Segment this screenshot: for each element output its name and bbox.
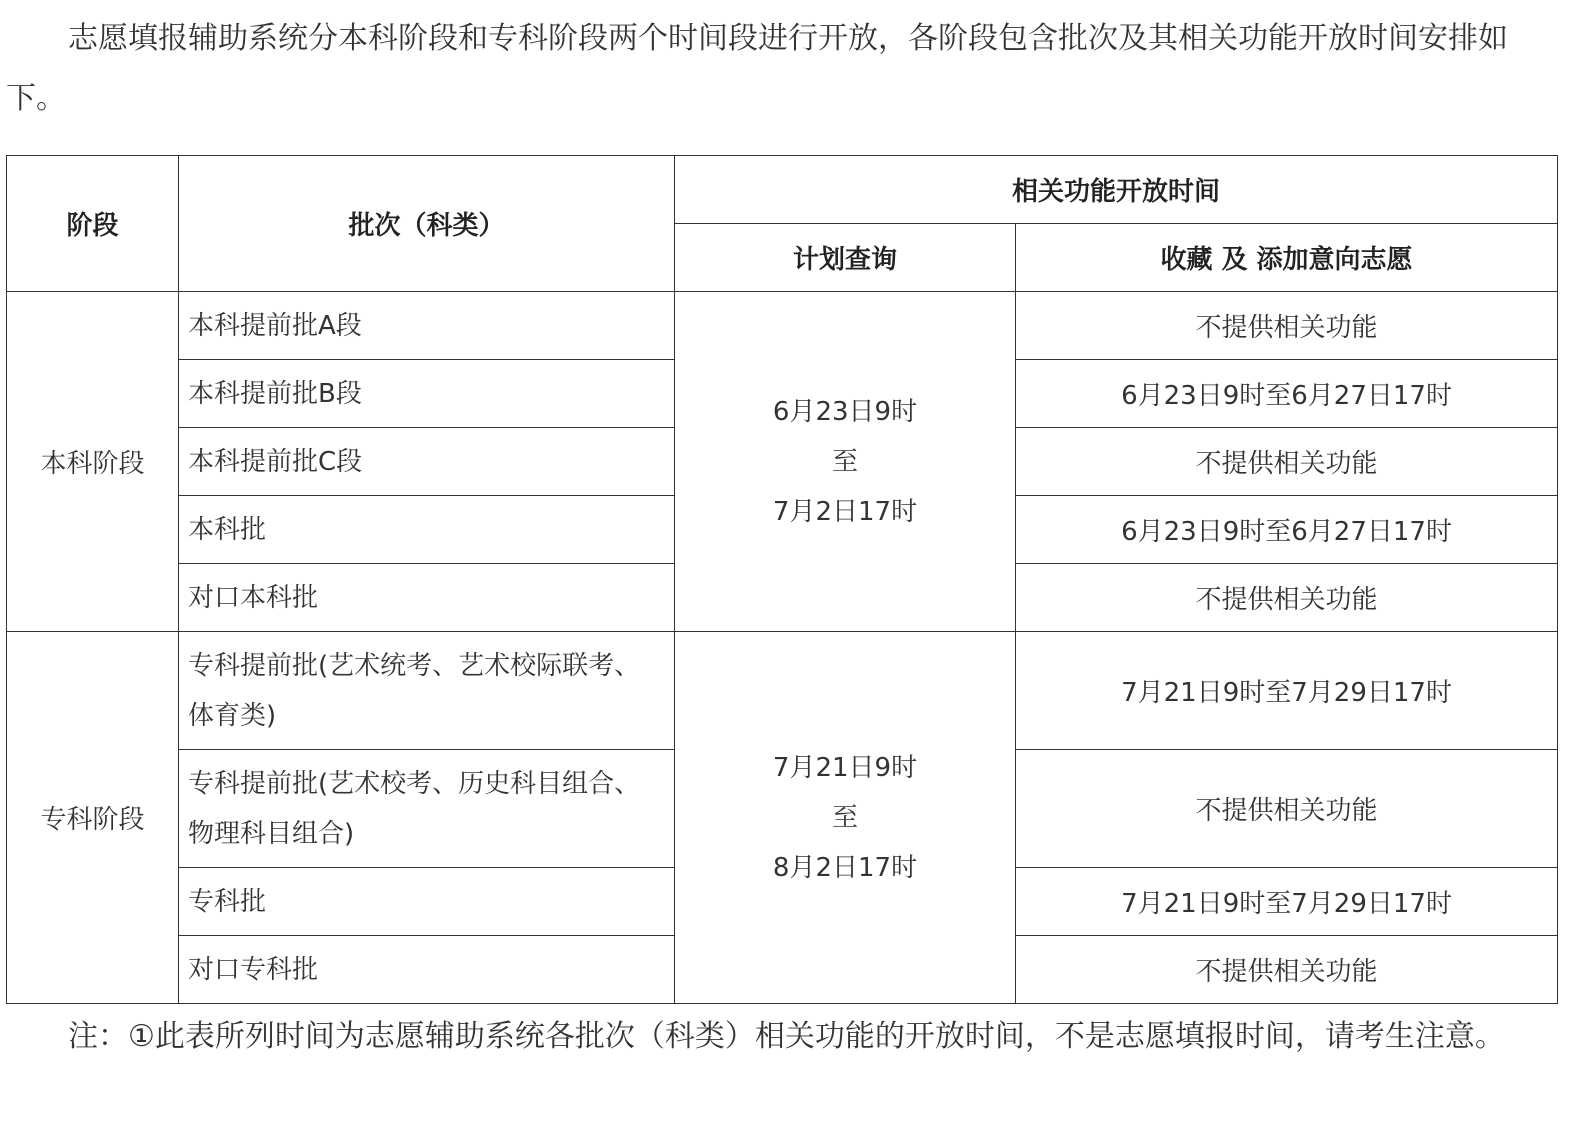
favorites-cell: 6月23日9时至6月27日17时: [1016, 360, 1558, 428]
batch-cell: 本科提前批B段: [179, 360, 675, 428]
plan-query-sep: 至: [831, 446, 858, 477]
batch-cell: 专科批: [179, 868, 675, 936]
batch-cell: 对口本科批: [179, 564, 675, 632]
header-stage: 阶段: [7, 156, 179, 292]
favorites-cell: 6月23日9时至6月27日17时: [1016, 496, 1558, 564]
batch-cell: 专科提前批(艺术统考、艺术校际联考、体育类): [179, 632, 675, 750]
intro-paragraph: 志愿填报辅助系统分本科阶段和专科阶段两个时间段进行开放，各阶段包含批次及其相关功能开放时间安排如下。: [6, 21, 1508, 116]
plan-query-end: 8月2日17时: [772, 852, 918, 883]
schedule-table: [6, 155, 1558, 1004]
favorites-cell: 7月21日9时至7月29日17时: [1016, 868, 1558, 936]
header-open-times: 相关功能开放时间: [675, 156, 1558, 224]
favorites-cell: 不提供相关功能: [1016, 292, 1558, 360]
header-favorites: 收藏 及 添加意向志愿: [1016, 224, 1558, 292]
favorites-cell: 不提供相关功能: [1016, 564, 1558, 632]
favorites-cell: 不提供相关功能: [1016, 750, 1558, 868]
plan-query-end: 7月2日17时: [772, 496, 918, 527]
favorites-cell: 不提供相关功能: [1016, 428, 1558, 496]
stage-cell-junior: 专科阶段: [7, 632, 179, 1004]
header-batch: 批次（科类）: [179, 156, 675, 292]
batch-cell: 本科提前批C段: [179, 428, 675, 496]
batch-cell: 对口专科批: [179, 936, 675, 1004]
plan-query-cell-undergrad: [675, 292, 1016, 632]
plan-query-cell-junior: [675, 632, 1016, 1004]
stage-cell-undergrad: 本科阶段: [7, 292, 179, 632]
plan-query-start: 7月21日9时: [772, 752, 918, 783]
favorites-cell: 不提供相关功能: [1016, 936, 1558, 1004]
batch-cell: 专科提前批(艺术校考、历史科目组合、物理科目组合): [179, 750, 675, 868]
header-plan-query: 计划查询: [675, 224, 1016, 292]
plan-query-start: 6月23日9时: [772, 396, 918, 427]
batch-cell: 本科提前批A段: [179, 292, 675, 360]
plan-query-sep: 至: [831, 802, 858, 833]
favorites-cell: 7月21日9时至7月29日17时: [1016, 632, 1558, 750]
note-paragraph: 注：①此表所列时间为志愿辅助系统各批次（科类）相关功能的开放时间，不是志愿填报时间，请考生注意。: [68, 1019, 1505, 1054]
batch-cell: 本科批: [179, 496, 675, 564]
